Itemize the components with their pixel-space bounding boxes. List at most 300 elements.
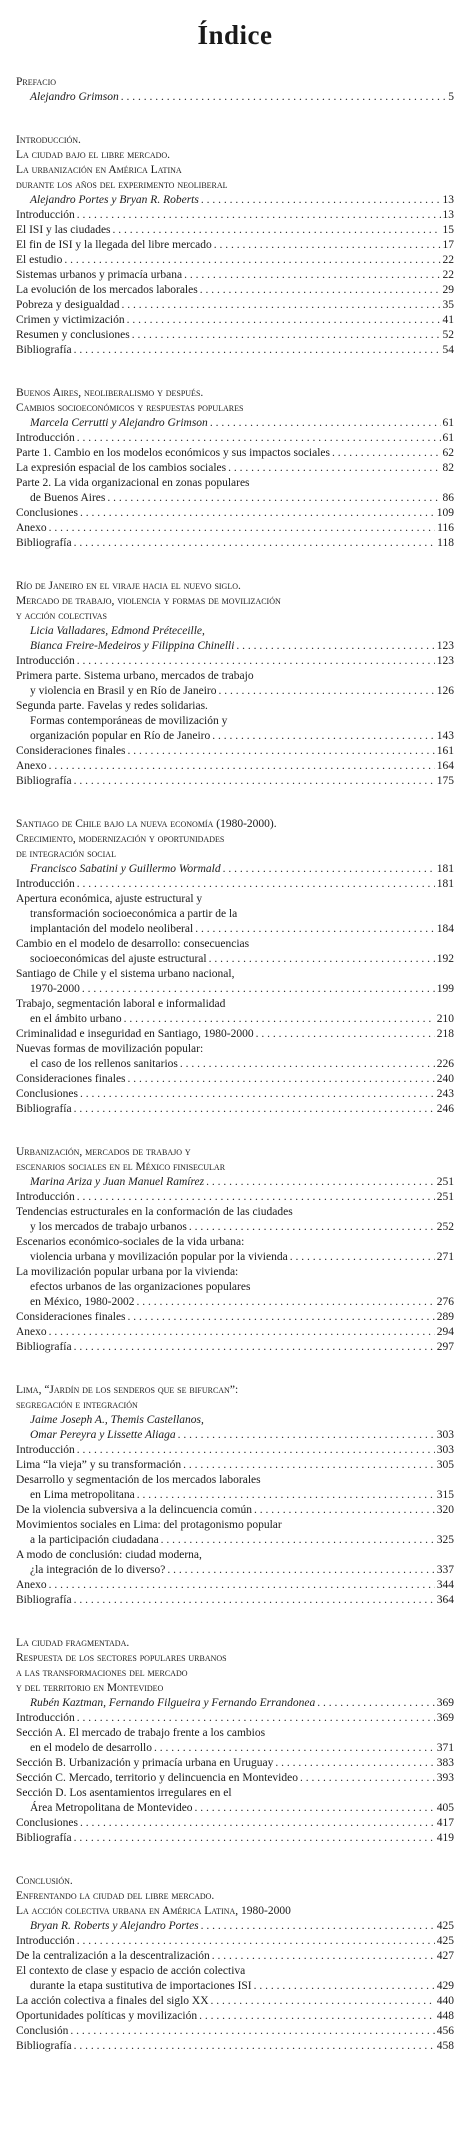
- entry-title: Sección A. El mercado de trabajo frente a los cambios: [16, 1727, 266, 1739]
- dot-leader: [219, 684, 435, 699]
- dot-leader: [107, 491, 440, 506]
- page-number: 116: [437, 522, 454, 534]
- page-number: 393: [436, 1772, 454, 1784]
- entry-title: La evolución de los mercados laborales: [16, 284, 198, 296]
- section-heading-line: La acción colectiva urbana en América Latina, 1980-2000: [16, 1905, 291, 1917]
- page-number: 22: [442, 254, 454, 266]
- entry-title: organización popular en Río de Janeiro: [30, 730, 211, 742]
- page-number: 440: [436, 1995, 454, 2007]
- dot-leader: [77, 1711, 435, 1726]
- dot-leader: [209, 952, 435, 967]
- page-number: 252: [436, 1221, 454, 1233]
- section-heading-line: La ciudad fragmentada.: [16, 1637, 130, 1649]
- author-name: Licia Valladares, Edmond Préteceille,: [30, 625, 205, 637]
- entry-title: La expresión espacial de los cambios sociales: [16, 462, 227, 474]
- entry-title: El fin de ISI y la llegada del libre mercado: [16, 239, 212, 251]
- entry-title: Introducción: [16, 432, 75, 444]
- page-number: 458: [436, 2040, 454, 2052]
- toc-section: [16, 817, 454, 1117]
- entry-title: Primera parte. Sistema urbano, mercados de trabajo: [16, 670, 254, 682]
- dot-leader: [290, 1250, 435, 1265]
- page-number: 218: [436, 1028, 454, 1040]
- toc-section: [16, 579, 454, 789]
- dot-leader: [300, 1771, 435, 1786]
- page-number: 143: [436, 730, 454, 742]
- toc-entry: [16, 461, 454, 476]
- entry-title: transformación socioeconómica a partir de la: [30, 908, 238, 920]
- page-number: 369: [436, 1712, 454, 1724]
- page-number: 62: [442, 447, 454, 459]
- section-heading-line: Santiago de Chile bajo la nueva economía (1980-2000).: [16, 818, 277, 830]
- toc-entry: [16, 1340, 454, 1355]
- dot-leader: [77, 1190, 435, 1205]
- section-heading-line: Urbanización, mercados de trabajo y: [16, 1146, 191, 1158]
- toc-entry: [16, 1563, 454, 1578]
- dot-leader: [128, 744, 435, 759]
- dot-leader: [74, 1831, 435, 1846]
- table-of-contents: [0, 75, 470, 2054]
- author-row: [16, 416, 454, 431]
- toc-entry: [16, 1741, 454, 1756]
- entry-title: Segunda parte. Favelas y redes solidarias.: [16, 700, 208, 712]
- section-heading-line: y acción colectivas: [16, 610, 107, 622]
- page-number: 271: [436, 1251, 454, 1263]
- dot-leader: [64, 253, 440, 268]
- page-number: 192: [436, 953, 454, 965]
- author-row: [16, 1428, 454, 1443]
- page-number: 276: [436, 1296, 454, 1308]
- toc-entry: [16, 1012, 454, 1027]
- toc-entry: [16, 1220, 454, 1235]
- toc-entry: [16, 1934, 454, 1949]
- author-row: [16, 193, 454, 208]
- section-spacer: [16, 551, 454, 579]
- toc-section: [16, 1874, 454, 2054]
- entry-title: El contexto de clase y espacio de acción colectiva: [16, 1965, 246, 1977]
- dot-leader: [128, 1072, 435, 1087]
- dot-leader: [167, 1563, 434, 1578]
- entry-title: Bibliografía: [16, 1341, 72, 1353]
- entry-title: en Lima metropolitana: [30, 1489, 135, 1501]
- dot-leader: [74, 774, 435, 789]
- entry-title: Sección D. Los asentamientos irregulares en el: [16, 1787, 232, 1799]
- toc-entry: [16, 1250, 454, 1265]
- entry-title: La movilización popular urbana por la vivienda:: [16, 1266, 239, 1278]
- page-number: 22: [442, 269, 454, 281]
- toc-entry: [16, 1756, 454, 1771]
- toc-entry: [16, 298, 454, 313]
- entry-title: durante la etapa sustitutiva de importaciones ISI: [30, 1980, 252, 1992]
- entry-title: el caso de los rellenos sanitarios: [30, 1058, 178, 1070]
- entry-title: Conclusiones: [16, 1817, 78, 1829]
- section-spacer: [16, 1608, 454, 1636]
- page-number: 161: [436, 745, 454, 757]
- page-number: 251: [436, 1191, 454, 1203]
- toc-entry: [16, 744, 454, 759]
- entry-title: Sección B. Urbanización y primacía urbana en Uruguay: [16, 1757, 274, 1769]
- entry-title: Parte 1. Cambio en los modelos económicos y sus impactos sociales: [16, 447, 330, 459]
- entry-title: en el ámbito urbano: [30, 1013, 122, 1025]
- entry-title: Conclusiones: [16, 507, 78, 519]
- dot-leader: [77, 208, 441, 223]
- page-number: 86: [442, 492, 454, 504]
- page-number: 5: [448, 91, 454, 103]
- dot-leader: [113, 223, 441, 238]
- entry-title: 1970-2000: [30, 983, 80, 995]
- page-number: 41: [442, 314, 454, 326]
- toc-entry: [16, 1325, 454, 1340]
- entry-title: Pobreza y desigualdad: [16, 299, 120, 311]
- entry-title: Bibliografía: [16, 1594, 72, 1606]
- dot-leader: [180, 1057, 435, 1072]
- entry-title: Oportunidades políticas y movilización: [16, 2010, 198, 2022]
- dot-leader: [49, 521, 436, 536]
- dot-leader: [200, 283, 441, 298]
- entry-title: Sistemas urbanos y primacía urbana: [16, 269, 183, 281]
- toc-section: [16, 1383, 454, 1608]
- entry-title: Introducción: [16, 878, 75, 890]
- entry-title: Bibliografía: [16, 344, 72, 356]
- dot-leader: [154, 1741, 435, 1756]
- entry-title: El ISI y las ciudades: [16, 224, 111, 236]
- entry-title: Desarrollo y segmentación de los mercados laborales: [16, 1474, 261, 1486]
- section-heading-line: Respuesta de los sectores populares urbanos: [16, 1652, 227, 1664]
- toc-entry: [16, 343, 454, 358]
- section-heading-line: Introducción.: [16, 134, 81, 146]
- dot-leader: [49, 759, 435, 774]
- toc-entry: [16, 328, 454, 343]
- toc-entry: [16, 1949, 454, 1964]
- entry-title: Bibliografía: [16, 537, 72, 549]
- toc-entry: [16, 208, 454, 223]
- entry-title: Tendencias estructurales en la conformación de las ciudades: [16, 1206, 293, 1218]
- page-number: 427: [436, 1950, 454, 1962]
- dot-leader: [195, 922, 435, 937]
- entry-title: Consideraciones finales: [16, 1311, 126, 1323]
- entry-title: Bibliografía: [16, 775, 72, 787]
- dot-leader: [74, 1340, 435, 1355]
- entry-title: Lima “la vieja” y su transformación: [16, 1459, 182, 1471]
- toc-entry: [16, 1711, 454, 1726]
- toc-entry: [16, 2039, 454, 2054]
- dot-leader: [317, 1696, 435, 1711]
- author-name: Bianca Freire-Medeiros y Filippina Chinelli: [30, 640, 235, 652]
- entry-title: Crimen y victimización: [16, 314, 125, 326]
- entry-title: El estudio: [16, 254, 63, 266]
- dot-leader: [80, 506, 435, 521]
- author-row: [16, 862, 454, 877]
- dot-leader: [210, 416, 441, 431]
- page-number: 320: [436, 1504, 454, 1516]
- toc-entry: [16, 1816, 454, 1831]
- toc-entry: [16, 1979, 454, 1994]
- page-number: 429: [436, 1980, 454, 1992]
- toc-entry: [16, 774, 454, 789]
- page-number: 417: [436, 1817, 454, 1829]
- dot-leader: [74, 1102, 435, 1117]
- entry-title: y violencia en Brasil y en Río de Janeiro: [30, 685, 217, 697]
- section-heading-line: y del territorio en Montevideo: [16, 1682, 164, 1694]
- page-number: 243: [436, 1088, 454, 1100]
- section-spacer: [16, 789, 454, 817]
- dot-leader: [77, 431, 441, 446]
- dot-leader: [49, 1325, 435, 1340]
- dot-leader: [254, 1503, 435, 1518]
- toc-entry: [16, 759, 454, 774]
- toc-entry: [16, 1771, 454, 1786]
- entry-title: Introducción: [16, 655, 75, 667]
- section-heading-line: La ciudad bajo el libre mercado.: [16, 149, 171, 161]
- dot-leader: [80, 1087, 435, 1102]
- page-number: 315: [436, 1489, 454, 1501]
- entry-title: Introducción: [16, 209, 75, 221]
- dot-leader: [211, 1994, 435, 2009]
- page-number: 246: [436, 1103, 454, 1115]
- toc-entry: [16, 223, 454, 238]
- entry-title: Formas contemporáneas de movilización y: [30, 715, 228, 727]
- section-heading-line: La urbanización en América Latina: [16, 164, 182, 176]
- entry-title: Escenarios económico-sociales de la vida urbana:: [16, 1236, 245, 1248]
- toc-entry: [16, 1503, 454, 1518]
- dot-leader: [201, 1919, 435, 1934]
- entry-title: efectos urbanos de las organizaciones populares: [30, 1281, 251, 1293]
- section-spacer: [16, 1117, 454, 1145]
- page-number: 419: [436, 1832, 454, 1844]
- toc-entry: [16, 1994, 454, 2009]
- toc-entry: [16, 446, 454, 461]
- dot-leader: [77, 654, 435, 669]
- page-number: 294: [436, 1326, 454, 1338]
- entry-title: Bibliografía: [16, 2040, 72, 2052]
- dot-leader: [189, 1220, 435, 1235]
- toc-section: [16, 1636, 454, 1846]
- page-number: 369: [436, 1697, 454, 1709]
- dot-leader: [80, 1816, 435, 1831]
- page-number: 15: [442, 224, 454, 236]
- entry-title: Anexo: [16, 1326, 47, 1338]
- page-number: 303: [436, 1429, 454, 1441]
- toc-entry: [16, 1057, 454, 1072]
- entry-title: Nuevas formas de movilización popular:: [16, 1043, 204, 1055]
- dot-leader: [137, 1488, 435, 1503]
- author-row: [16, 639, 454, 654]
- dot-leader: [74, 1593, 435, 1608]
- toc-entry: [16, 491, 454, 506]
- section-heading-line: Conclusión.: [16, 1875, 73, 1887]
- toc-entry: [16, 1488, 454, 1503]
- author-name: Alejandro Grimson: [30, 91, 119, 103]
- dot-leader: [256, 1027, 435, 1042]
- page-number: 109: [436, 507, 454, 519]
- page-number: 325: [436, 1534, 454, 1546]
- page-number: 35: [442, 299, 454, 311]
- toc-entry: [16, 1190, 454, 1205]
- toc-entry: [16, 982, 454, 997]
- dot-leader: [161, 1533, 435, 1548]
- page-number: 456: [436, 2025, 454, 2037]
- page-number: 303: [436, 1444, 454, 1456]
- page-number: 29: [442, 284, 454, 296]
- entry-title: Anexo: [16, 522, 47, 534]
- entry-title: ¿la integración de lo diverso?: [30, 1564, 166, 1576]
- dot-leader: [121, 298, 440, 313]
- entry-title: Introducción: [16, 1444, 75, 1456]
- entry-title: Apertura económica, ajuste estructural y: [16, 893, 203, 905]
- author-row: [16, 1919, 454, 1934]
- toc-entry: [16, 238, 454, 253]
- section-heading-line: a las transformaciones del mercado: [16, 1667, 188, 1679]
- toc-entry: [16, 1087, 454, 1102]
- toc-entry: [16, 729, 454, 744]
- entry-title: Trabajo, segmentación laboral e informalidad: [16, 998, 226, 1010]
- dot-leader: [128, 1310, 435, 1325]
- toc-entry: [16, 654, 454, 669]
- page-number: 305: [436, 1459, 454, 1471]
- toc-entry: [16, 922, 454, 937]
- dot-leader: [212, 729, 435, 744]
- dot-leader: [214, 238, 441, 253]
- section-heading-line: Buenos Aires, neoliberalismo y después.: [16, 387, 204, 399]
- page-number: 13: [442, 209, 454, 221]
- page-number: 383: [436, 1757, 454, 1769]
- dot-leader: [332, 446, 441, 461]
- page-number: 52: [442, 329, 454, 341]
- author-name: Alejandro Portes y Bryan R. Roberts: [30, 194, 199, 206]
- toc-entry: [16, 1801, 454, 1816]
- toc-section: [16, 133, 454, 358]
- entry-title: Conclusiones: [16, 1088, 78, 1100]
- dot-leader: [74, 343, 441, 358]
- entry-title: implantación del modelo neoliberal: [30, 923, 194, 935]
- section-heading-line: Prefacio: [16, 76, 57, 88]
- page-number: 210: [436, 1013, 454, 1025]
- entry-title: Bibliografía: [16, 1832, 72, 1844]
- entry-title: Movimientos sociales en Lima: del protagonismo popular: [16, 1519, 282, 1531]
- toc-entry: [16, 1578, 454, 1593]
- toc-entry: [16, 268, 454, 283]
- page-number: 181: [436, 863, 454, 875]
- entry-title: Introducción: [16, 1935, 75, 1947]
- page-number: 199: [436, 983, 454, 995]
- dot-leader: [199, 2009, 435, 2024]
- section-heading-line: Cambios socioeconómicos y respuestas populares: [16, 402, 244, 414]
- dot-leader: [254, 1979, 435, 1994]
- page-number: 82: [442, 462, 454, 474]
- author-name: Jaime Joseph A., Themis Castellanos,: [30, 1414, 204, 1426]
- dot-leader: [201, 193, 441, 208]
- dot-leader: [183, 1458, 435, 1473]
- page-number: 13: [442, 194, 454, 206]
- entry-title: Cambio en el modelo de desarrollo: consecuencias: [16, 938, 250, 950]
- page-number: 297: [436, 1341, 454, 1353]
- page-number: 123: [436, 640, 454, 652]
- page-number: 126: [436, 685, 454, 697]
- page-number: 344: [436, 1579, 454, 1591]
- entry-title: Conclusión: [16, 2025, 69, 2037]
- entry-title: Bibliografía: [16, 1103, 72, 1115]
- entry-title: De la centralización a la descentralización: [16, 1950, 210, 1962]
- entry-title: Resumen y conclusiones: [16, 329, 130, 341]
- author-name: Marina Ariza y Juan Manuel Ramírez: [30, 1176, 205, 1188]
- page-number: 17: [442, 239, 454, 251]
- toc-entry: [16, 952, 454, 967]
- entry-title: y los mercados de trabajo urbanos: [30, 1221, 187, 1233]
- dot-leader: [223, 862, 435, 877]
- entry-title: Introducción: [16, 1191, 75, 1203]
- entry-title: Anexo: [16, 760, 47, 772]
- toc-entry: [16, 1072, 454, 1087]
- author-name: Francisco Sabatini y Guillermo Wormald: [30, 863, 221, 875]
- author-name: Rubén Kaztman, Fernando Filgueira y Fernando Errandonea: [30, 1697, 316, 1709]
- toc-entry: [16, 1295, 454, 1310]
- toc-entry: [16, 431, 454, 446]
- entry-title: Área Metropolitana de Montevideo: [30, 1802, 193, 1814]
- author-row: [16, 1175, 454, 1190]
- entry-title: de Buenos Aires: [30, 492, 106, 504]
- toc-entry: [16, 1593, 454, 1608]
- author-row: [16, 90, 454, 105]
- entry-title: Anexo: [16, 1579, 47, 1591]
- page-number: 289: [436, 1311, 454, 1323]
- entry-title: Santiago de Chile y el sistema urbano nacional,: [16, 968, 235, 980]
- toc-entry: [16, 253, 454, 268]
- toc-section: [16, 1145, 454, 1355]
- dot-leader: [206, 1175, 435, 1190]
- entry-title: Introducción: [16, 1712, 75, 1724]
- toc-entry: [16, 1533, 454, 1548]
- entry-title: De la violencia subversiva a la delincuencia común: [16, 1504, 252, 1516]
- toc-entry: [16, 536, 454, 551]
- toc-entry: [16, 877, 454, 892]
- toc-entry: [16, 1443, 454, 1458]
- dot-leader: [49, 1578, 435, 1593]
- toc-entry: [16, 684, 454, 699]
- toc-entry: [16, 2009, 454, 2024]
- page-number: 118: [437, 537, 454, 549]
- toc-entry: [16, 506, 454, 521]
- toc-entry: [16, 1102, 454, 1117]
- page-number: 226: [436, 1058, 454, 1070]
- entry-title: violencia urbana y movilización popular por la vivienda: [30, 1251, 288, 1263]
- entry-title: en México, 1980-2002: [30, 1296, 135, 1308]
- entry-title: Parte 2. La vida organizacional en zonas populares: [16, 477, 250, 489]
- page-number: 240: [436, 1073, 454, 1085]
- toc-section: [16, 386, 454, 551]
- toc-entry: [16, 1458, 454, 1473]
- dot-leader: [127, 313, 441, 328]
- dot-leader: [74, 536, 436, 551]
- section-heading-line: Crecimiento, modernización y oportunidades: [16, 833, 225, 845]
- toc-section: [16, 75, 454, 105]
- page-number: 164: [436, 760, 454, 772]
- toc-entry: [16, 2024, 454, 2039]
- entry-title: a la participación ciudadana: [30, 1534, 159, 1546]
- section-spacer: [16, 358, 454, 386]
- page-number: 61: [442, 432, 454, 444]
- page-number: 425: [436, 1920, 454, 1932]
- section-heading-line: Mercado de trabajo, violencia y formas de movilización: [16, 595, 281, 607]
- dot-leader: [77, 1443, 435, 1458]
- section-heading-line: Enfrentando la ciudad del libre mercado.: [16, 1890, 215, 1902]
- dot-leader: [228, 461, 440, 476]
- entry-title: socioeconómicas del ajuste estructural: [30, 953, 207, 965]
- toc-entry: [16, 283, 454, 298]
- dot-leader: [77, 877, 435, 892]
- dot-leader: [121, 90, 447, 105]
- entry-title: Criminalidad e inseguridad en Santiago, 1980-2000: [16, 1028, 254, 1040]
- dot-leader: [124, 1012, 435, 1027]
- dot-leader: [195, 1801, 435, 1816]
